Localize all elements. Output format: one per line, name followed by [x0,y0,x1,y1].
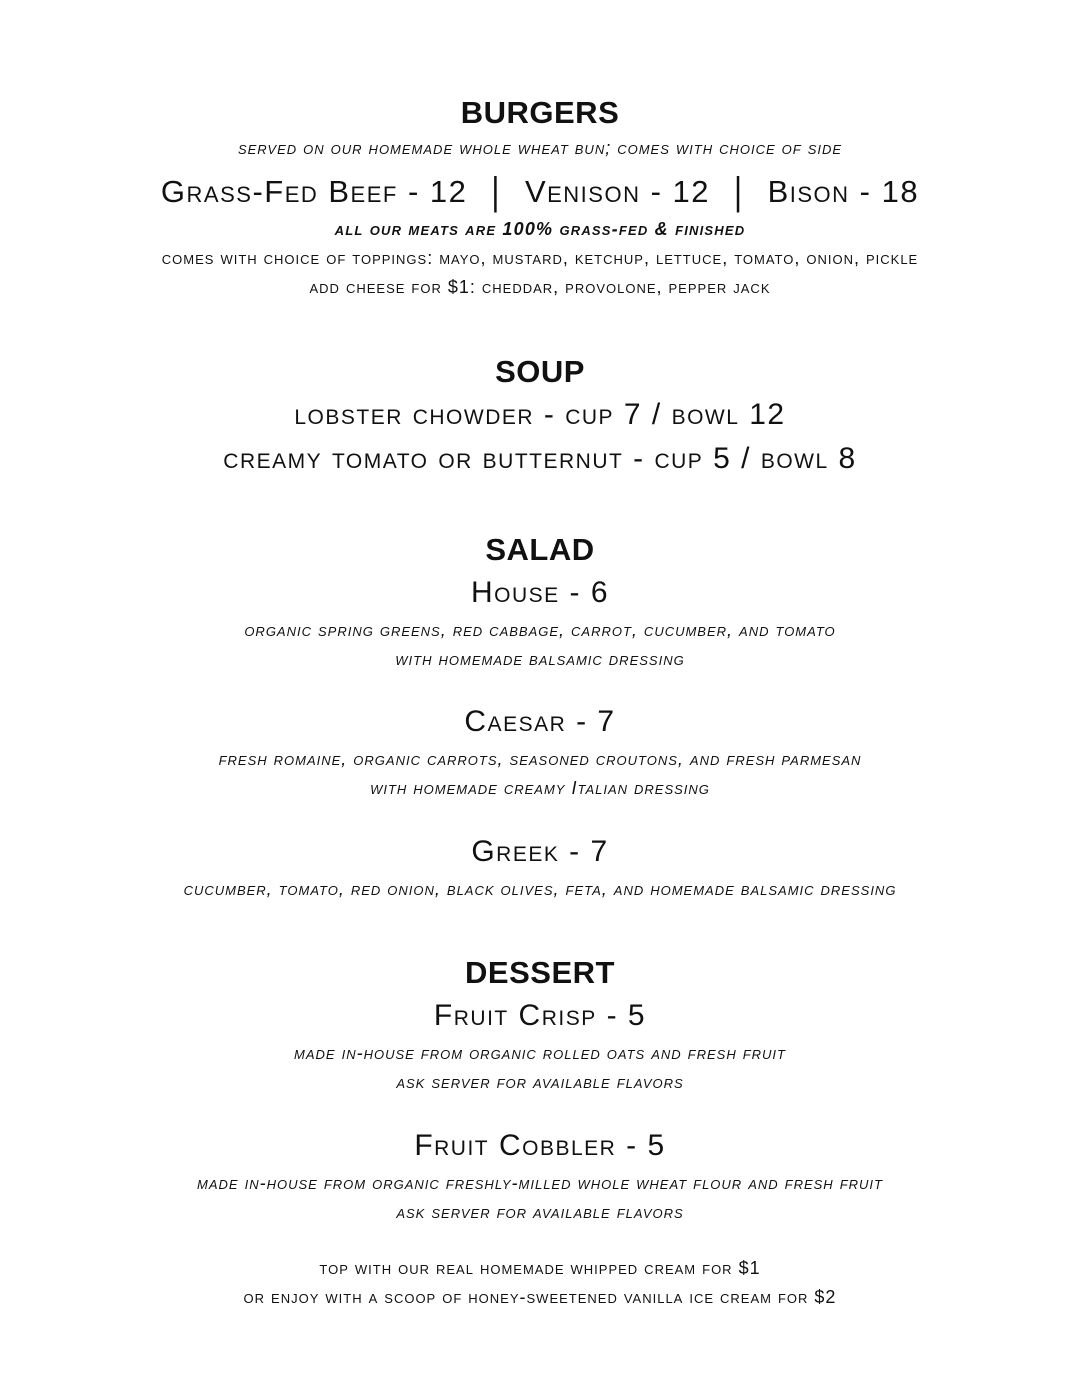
burger-option-beef: Grass-Fed Beef - 12 [160,174,468,209]
burger-option-bison: Bison - 18 [767,174,920,209]
dessert-item-name: Fruit Crisp - 5 [433,999,647,1032]
option-separator: | [491,169,501,214]
burgers-subtitle: served on our homemade whole wheat bun; comes with choice of side [237,138,843,158]
soup-item: creamy tomato or butternut - cup 5 / bowl 8 [223,442,857,475]
salad-item-name: Greek - 7 [471,835,609,868]
salad-heading: SALAD [485,532,595,567]
burger-options [0,169,1080,214]
salad-item-desc: fresh romaine, organic carrots, seasoned croutons, and fresh parmesan [218,749,862,769]
burgers-heading: BURGERS [460,95,620,130]
option-separator: | [734,169,744,214]
dessert-item-desc: made in-house from organic rolled oats and fresh fruit [294,1043,786,1063]
salad-item-desc: cucumber, tomato, red onion, black olives, feta, and homemade balsamic dressing [183,879,897,899]
burger-toppings: comes with choice of toppings: mayo, mustard, ketchup, lettuce, tomato, onion, pickle [161,248,919,268]
burger-option-venison: Venison - 12 [524,174,710,209]
dessert-item-desc: made in-house from organic freshly-milled whole wheat flour and fresh fruit [197,1173,883,1193]
salad-item-desc: with homemade balsamic dressing [395,649,685,669]
burger-cheese: add cheese for $1: cheddar, provolone, pepper jack [309,277,771,297]
soup-heading: SOUP [495,354,585,389]
salad-item-name: House - 6 [470,576,610,609]
dessert-item-desc: ask server for available flavors [396,1202,684,1222]
dessert-topping-option: top with our real homemade whipped cream for $1 [319,1258,761,1278]
salad-item-desc: with homemade creamy Italian dressing [370,778,710,798]
dessert-heading: DESSERT [465,955,615,990]
meat-note: all our meats are 100% grass-fed & finished [334,219,746,239]
dessert-topping-option: or enjoy with a scoop of honey-sweetened vanilla ice cream for $2 [243,1287,837,1307]
dessert-item-name: Fruit Cobbler - 5 [414,1129,666,1162]
salad-item-desc: organic spring greens, red cabbage, carrot, cucumber, and tomato [244,620,836,640]
dessert-item-desc: ask server for available flavors [396,1072,684,1092]
soup-item: lobster chowder - cup 7 / bowl 12 [294,398,786,431]
salad-item-name: Caesar - 7 [464,705,616,738]
